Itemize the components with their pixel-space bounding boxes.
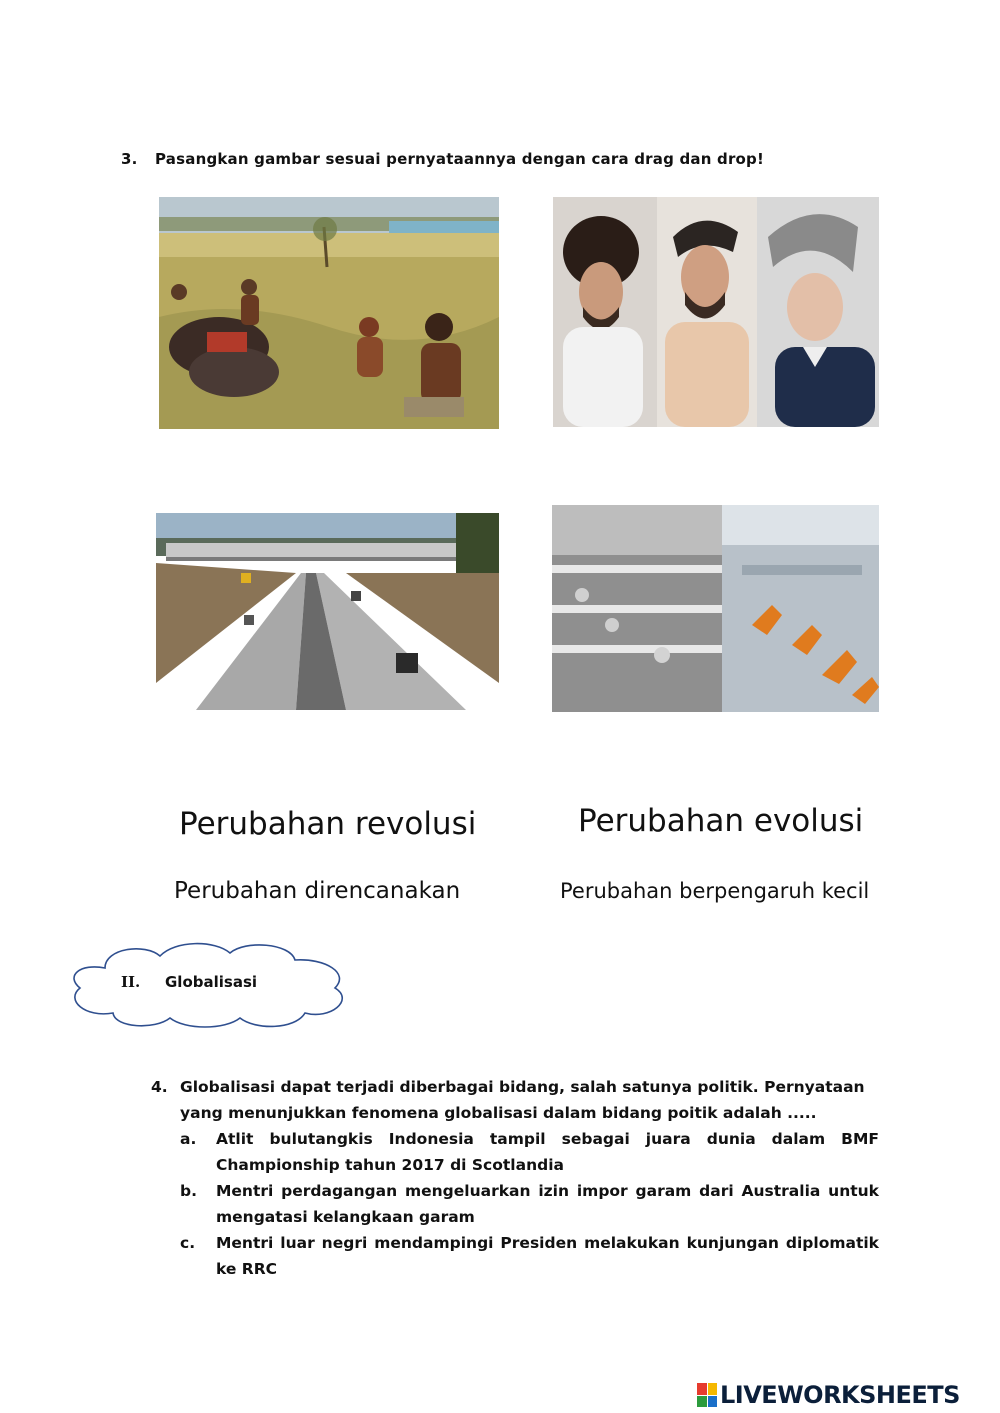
option-b[interactable]: [180, 1178, 879, 1230]
section-title: Globalisasi: [165, 973, 258, 991]
question-3-instruction: [121, 150, 764, 168]
option-a[interactable]: [180, 1126, 879, 1178]
section-number: II.: [121, 973, 141, 991]
question-line-1: Globalisasi dapat terjadi diberbagai bidang, salah satunya politik. Pernyataan: [180, 1078, 865, 1096]
section-heading: [121, 973, 257, 991]
option-letter: a.: [180, 1130, 197, 1148]
option-c[interactable]: [180, 1230, 879, 1282]
liveworksheets-logo: [697, 1380, 960, 1410]
highway-image[interactable]: [156, 513, 499, 710]
answer-options: [180, 1126, 879, 1282]
option-text: Mentri luar negri mendampingi Presiden melakukan kunjungan diplomatik ke RRC: [216, 1234, 879, 1278]
label-perubahan-direncanakan[interactable]: Perubahan direncanakan: [174, 878, 461, 904]
option-letter: c.: [180, 1234, 196, 1252]
question-line-2: yang menunjukkan fenomena globalisasi dalam bidang poitik adalah .....: [180, 1104, 817, 1122]
logo-mark-icon: [697, 1383, 717, 1407]
option-letter: b.: [180, 1182, 197, 1200]
question-4: [151, 1074, 879, 1282]
prehistoric-humans-image[interactable]: [159, 197, 499, 429]
factory-evolution-image[interactable]: [552, 505, 879, 712]
modern-hairstyles-image[interactable]: [553, 197, 879, 427]
brand-text: LIVEWORKSHEETS: [720, 1381, 960, 1409]
label-perubahan-revolusi[interactable]: Perubahan revolusi: [179, 806, 477, 842]
question-text: Pasangkan gambar sesuai pernyataannya dengan cara drag dan drop!: [155, 150, 765, 168]
option-text: Atlit bulutangkis Indonesia tampil sebagai juara dunia dalam BMF Championship tahun 2017 di Scotlandia: [216, 1130, 879, 1174]
label-perubahan-evolusi[interactable]: Perubahan evolusi: [578, 803, 864, 839]
label-perubahan-berpengaruh-kecil[interactable]: Perubahan berpengaruh kecil: [560, 879, 870, 903]
option-text: Mentri perdagangan mengeluarkan izin impor garam dari Australia untuk mengatasi kelangkaan garam: [216, 1182, 879, 1226]
question-number: 3.: [121, 150, 138, 168]
question-number: 4.: [151, 1078, 168, 1096]
